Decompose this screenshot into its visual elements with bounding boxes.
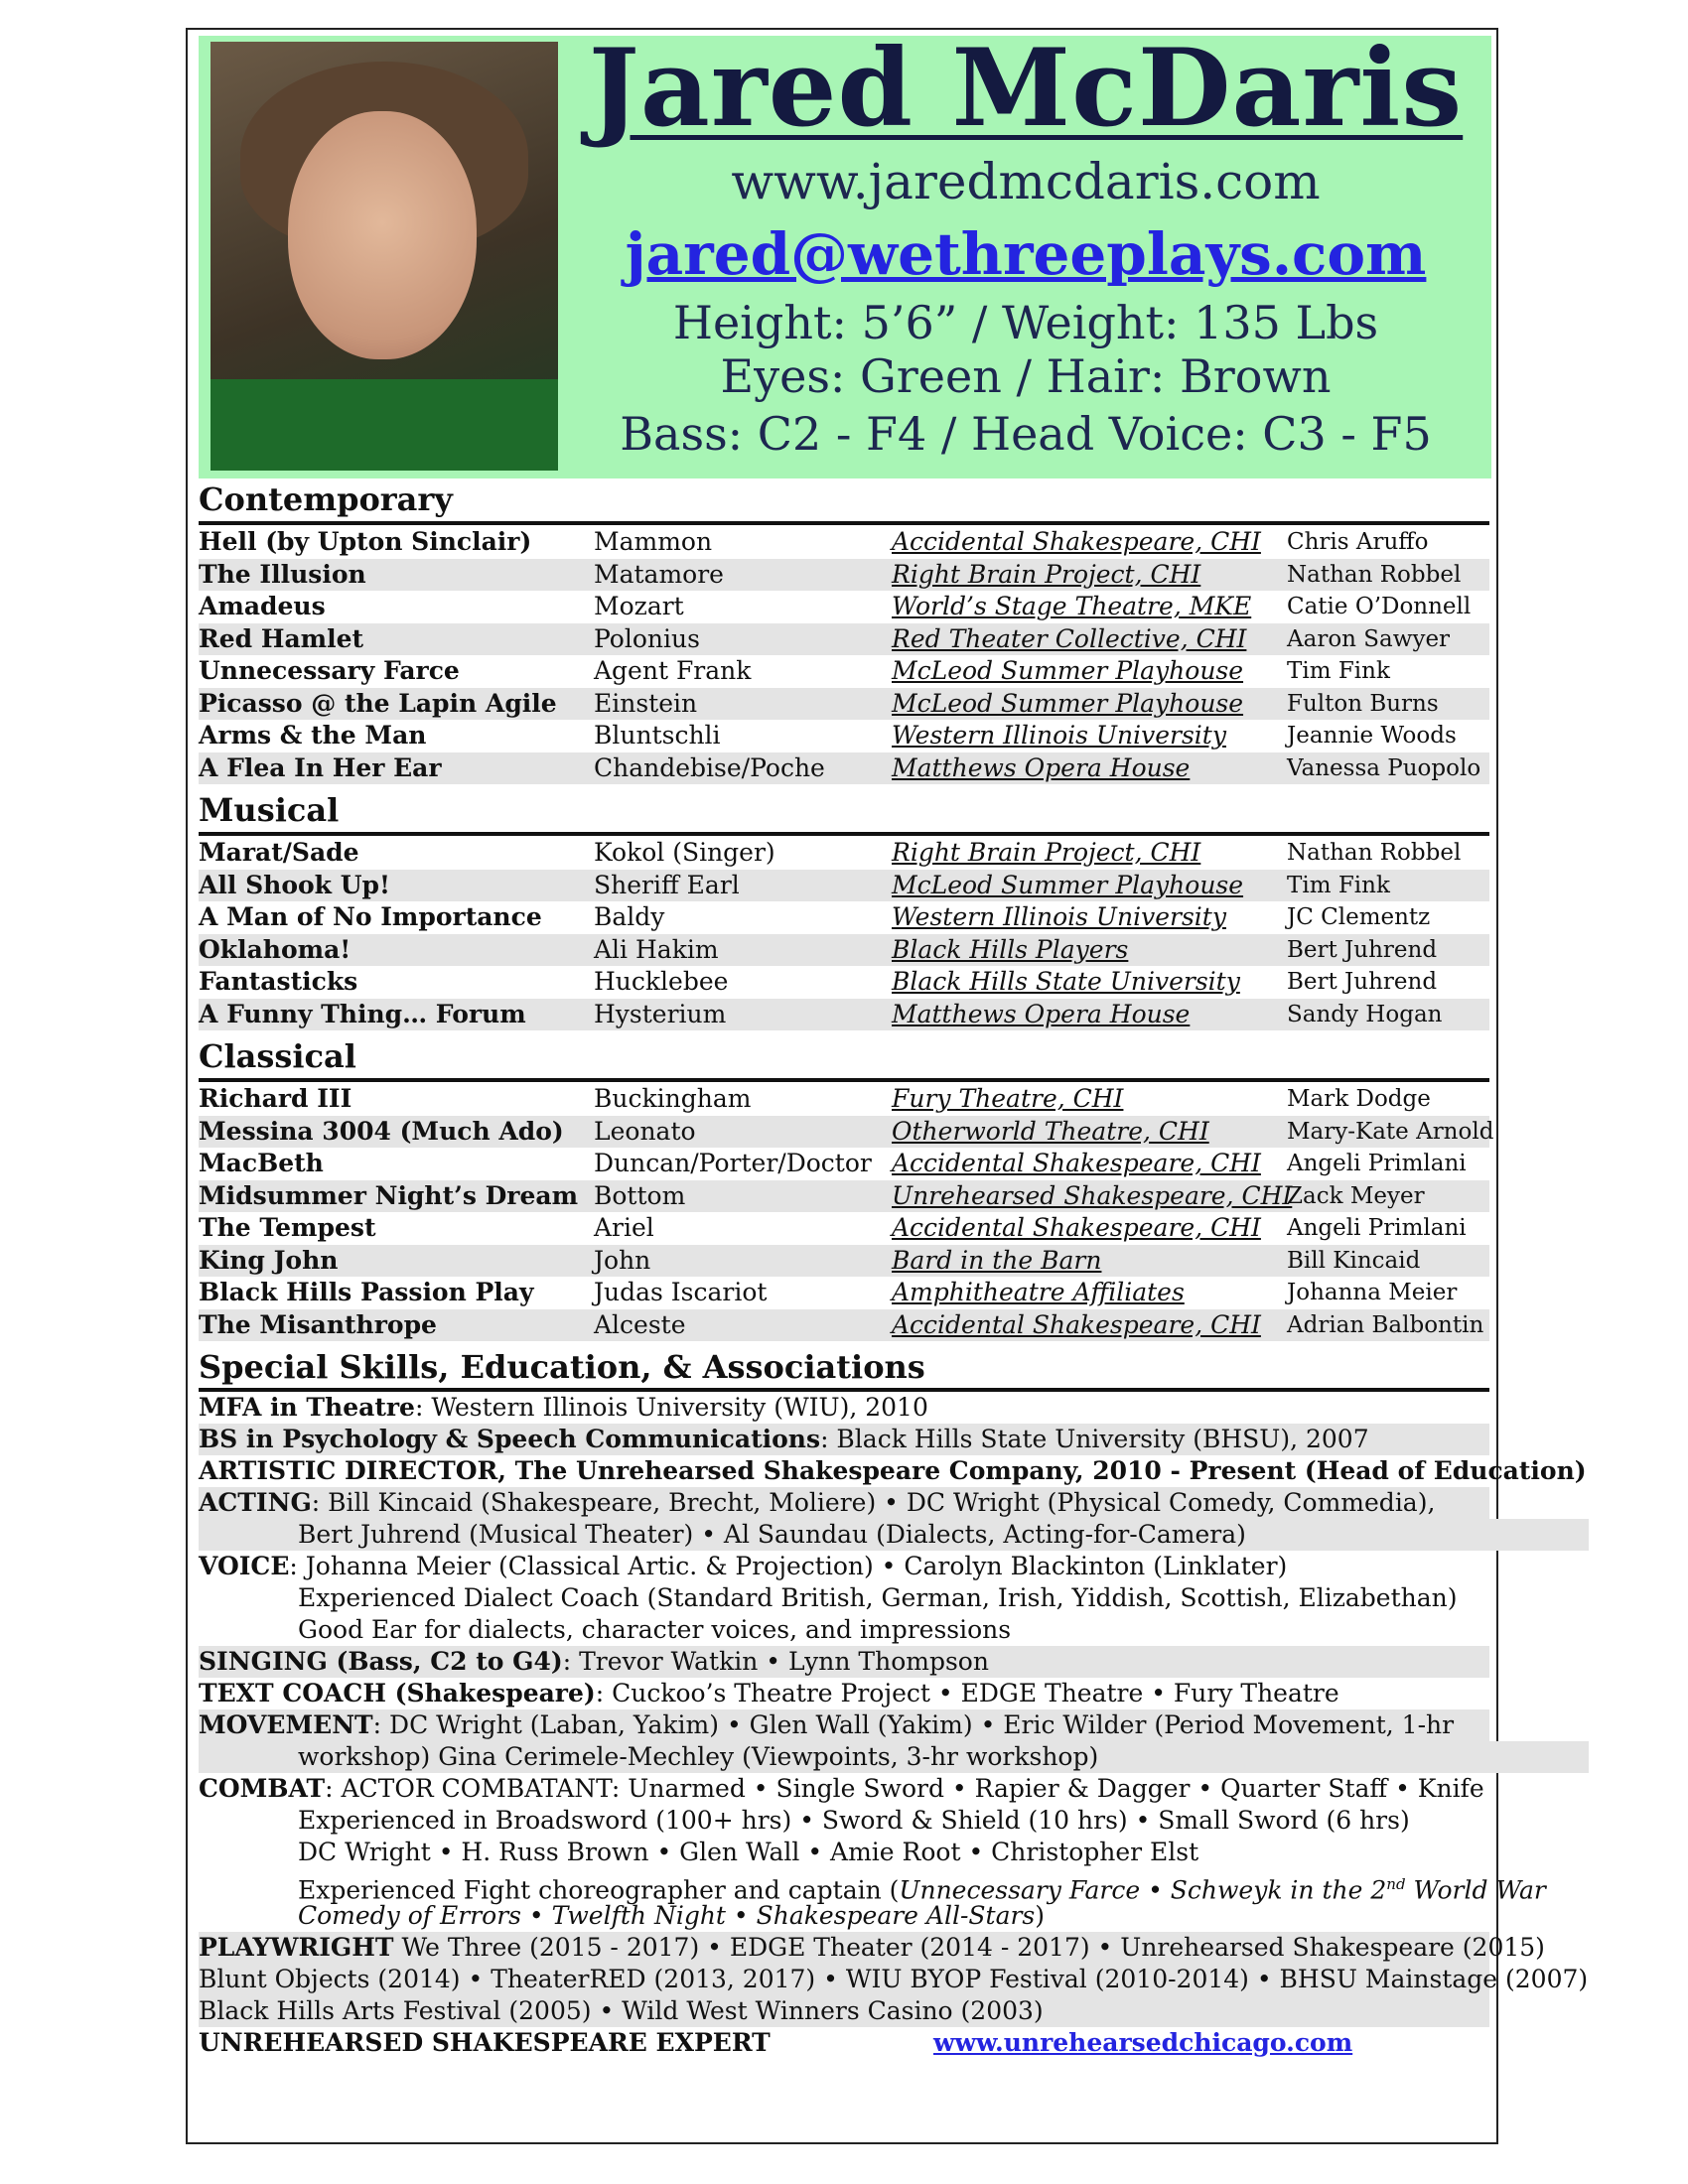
credit-row [199,966,1489,998]
skill-combat: COMBAT: ACTOR COMBATANT: Unarmed • Single Sword • Rapier & Dagger • Quarter Staff • Knife [199,1774,1484,1803]
section-musical: Musical [199,791,340,829]
credit-row [199,1212,1489,1244]
director: Angeli Primlani [1287,1215,1467,1241]
theatre[interactable]: McLeod Summer Playhouse [892,688,1244,718]
theatre[interactable]: Right Brain Project, CHI [892,559,1201,589]
credit-row [199,688,1489,720]
skill-artistic-director: ARTISTIC DIRECTOR, The Unrehearsed Shakespeare Company, 2010 - Present (Head of Education) [199,1456,1587,1485]
skill-voice-cont: Good Ear for dialects, character voices, and impressions [298,1615,1012,1644]
credit-row [199,1083,1489,1115]
unrehearsed-link[interactable]: www.unrehearsedchicago.com [933,2028,1353,2057]
role: Mammon [594,527,713,556]
show-title: Messina 3004 (Much Ado) [199,1116,564,1146]
email-link[interactable]: jared@wethreeplays.com [625,220,1427,288]
role: Ariel [594,1213,654,1242]
skill-combat-cont: DC Wright • H. Russ Brown • Glen Wall • Amie Root • Christopher Elst [298,1838,1199,1866]
role: Kokol (Singer) [594,838,775,867]
show-title: Red Hamlet [199,623,364,653]
show-title: The Tempest [199,1213,376,1242]
credit-row [199,999,1489,1030]
show-title: Hell (by Upton Sinclair) [199,527,532,556]
credit-row [199,591,1489,622]
skill-voice: VOICE: Johanna Meier (Classical Artic. & Projection) • Carolyn Blackinton (Linklater) [199,1552,1288,1580]
credit-row [199,1309,1489,1341]
director: Tim Fink [1287,872,1390,898]
show-title: Richard III [199,1084,352,1113]
show-title: Midsummer Night’s Dream [199,1180,579,1210]
role: Hysterium [594,999,727,1028]
section-rule [199,832,1489,836]
skill-expert: UNREHEARSED SHAKESPEARE EXPERT www.unrehearsedchicago.com [199,2028,1353,2057]
credit-row [199,1148,1489,1179]
director: Sandy Hogan [1287,1001,1443,1027]
director: Tim Fink [1287,658,1390,684]
show-title: Oklahoma! [199,934,352,964]
role: Judas Iscariot [594,1278,768,1306]
skill-bs: BS in Psychology & Speech Communications: Black Hills State University (BHSU), 2007 [199,1424,1489,1455]
theatre[interactable]: Matthews Opera House [892,752,1191,782]
headshot-photo [211,42,558,471]
role: Matamore [594,559,724,589]
role: Bluntschli [594,721,721,750]
director: Mark Dodge [1287,1086,1431,1112]
section-contemporary: Contemporary [199,480,453,518]
director: Adrian Balbontin [1287,1311,1484,1338]
show-title: Picasso @ the Lapin Agile [199,688,557,718]
skill-singing: SINGING (Bass, C2 to G4): Trevor Watkin • Lynn Thompson [199,1646,1489,1678]
role: Agent Frank [594,656,752,685]
role: Polonius [594,623,700,653]
director: Fulton Burns [1287,690,1439,717]
credit-row [199,720,1489,751]
role: Buckingham [594,1084,752,1113]
theatre[interactable]: McLeod Summer Playhouse [892,656,1244,685]
skill-playwright-cont: Black Hills Arts Festival (2005) • Wild West Winners Casino (2003) [199,1995,1489,2027]
credit-row [199,901,1489,933]
show-title: A Man of No Importance [199,902,542,931]
theatre[interactable]: Matthews Opera House [892,999,1191,1028]
section-skills: Special Skills, Education, & Associations [199,1348,925,1386]
show-title: Arms & the Man [199,721,427,750]
director: Nathan Robbel [1287,840,1462,866]
theatre[interactable]: Bard in the Barn [892,1245,1102,1275]
actor-name: Jared McDaris [588,26,1464,151]
role: Sheriff Earl [594,870,740,899]
role: Hucklebee [594,967,729,996]
theatre[interactable]: Amphitheatre Affiliates [892,1278,1185,1306]
credit-row [199,1180,1489,1212]
theatre[interactable]: Accidental Shakespeare, CHI [892,1213,1261,1242]
skill-movement: MOVEMENT: DC Wright (Laban, Yakim) • Glen Wall (Yakim) • Eric Wilder (Period Movement, 1-hr [199,1709,1489,1741]
height-weight: Height: 5’6” / Weight: 135 Lbs [672,296,1379,349]
credit-row [199,1116,1494,1148]
role: Mozart [594,592,684,620]
director: Catie O’Donnell [1287,594,1472,619]
credit-row [199,837,1489,869]
skill-movement-cont: workshop) Gina Cerimele-Mechley (Viewpoints, 3-hr workshop) [199,1741,1589,1773]
role: Bottom [594,1180,686,1210]
show-title: Fantasticks [199,967,358,996]
section-classical: Classical [199,1037,356,1075]
director: Bert Juhrend [1287,969,1438,995]
director: Mary-Kate Arnold [1287,1118,1494,1145]
skill-combat-cont: Experienced in Broadsword (100+ hrs) • Sword & Shield (10 hrs) • Small Sword (6 hrs) [298,1806,1410,1835]
skill-playwright-cont: Blunt Objects (2014) • TheaterRED (2013, 2017) • WIU BYOP Festival (2010-2014) • BHSU Mainstage (2007) [199,1965,1589,1993]
theatre[interactable]: McLeod Summer Playhouse [892,870,1244,899]
role: Leonato [594,1116,696,1146]
theatre[interactable]: World’s Stage Theatre, MKE [892,592,1252,620]
director: Johanna Meier [1287,1280,1458,1305]
section-rule [199,521,1489,525]
skill-combat-cont: Experienced Fight choreographer and captain (Unnecessary Farce • Schweyk in the 2nd World War [298,1875,1546,1905]
theatre[interactable]: Black Hills State University [892,967,1240,996]
theatre[interactable]: Unrehearsed Shakespeare, CHI [892,1180,1293,1210]
credit-row [199,1277,1489,1308]
role: Chandebise/Poche [594,752,825,782]
show-title: MacBeth [199,1149,324,1177]
show-title: A Flea In Her Ear [199,752,442,782]
skill-acting-cont: Bert Juhrend (Musical Theater) • Al Saundau (Dialects, Acting-for-Camera) [199,1519,1589,1551]
skill-acting: ACTING: Bill Kincaid (Shakespeare, Brecht, Moliere) • DC Wright (Physical Comedy, Commedia), [199,1487,1489,1519]
skill-playwright: PLAYWRIGHT We Three (2015 - 2017) • EDGE Theater (2014 - 2017) • Unrehearsed Shakespeare (2015) [199,1933,1545,1962]
website-link[interactable]: www.jaredmcdaris.com [731,153,1321,210]
credit-row [199,934,1489,966]
role: Baldy [594,902,665,931]
show-title: A Funny Thing… Forum [199,999,526,1028]
theatre[interactable]: Right Brain Project, CHI [892,838,1201,867]
show-title: Black Hills Passion Play [199,1278,534,1306]
director: JC Clementz [1287,904,1431,930]
theatre[interactable]: Otherworld Theatre, CHI [892,1116,1209,1146]
show-title: Amadeus [199,592,326,620]
show-title: All Shook Up! [199,870,390,899]
show-title: The Misanthrope [199,1309,437,1339]
theatre[interactable]: Western Illinois University [892,721,1226,750]
role: Ali Hakim [594,934,719,964]
show-title: King John [199,1245,339,1275]
director: Aaron Sawyer [1287,625,1451,652]
credit-row [199,752,1489,784]
director: Bill Kincaid [1287,1247,1421,1274]
show-title: Marat/Sade [199,838,359,867]
eyes-hair: Eyes: Green / Hair: Brown [720,349,1332,403]
skill-combat-cont: Comedy of Errors • Twelfth Night • Shakespeare All-Stars) [298,1901,1046,1930]
skill-text-coach: TEXT COACH (Shakespeare): Cuckoo’s Theatre Project • EDGE Theatre • Fury Theatre [199,1679,1339,1707]
role: Alceste [594,1309,686,1339]
credit-row [199,870,1489,901]
credit-row [199,623,1489,655]
credit-row [199,1245,1489,1277]
credit-row [199,559,1489,591]
credit-row [199,655,1489,687]
director: Jeannie Woods [1287,723,1457,749]
vocal-range: Bass: C2 - F4 / Head Voice: C3 - F5 [620,407,1432,461]
skill-mfa: MFA in Theatre: Western Illinois University (WIU), 2010 [199,1393,928,1422]
director: Vanessa Puopolo [1287,754,1481,781]
theatre[interactable]: Black Hills Players [892,934,1129,964]
skill-voice-cont: Experienced Dialect Coach (Standard British, German, Irish, Yiddish, Scottish, Elizabethan) [298,1583,1458,1612]
role: Duncan/Porter/Doctor [594,1149,872,1177]
show-title: Unnecessary Farce [199,656,460,685]
section-rule [199,1078,1489,1082]
theatre[interactable]: Accidental Shakespeare, CHI [892,527,1261,556]
role: Einstein [594,688,698,718]
credit-row [199,526,1489,558]
director: Zack Meyer [1287,1182,1425,1209]
theatre[interactable]: Fury Theatre, CHI [892,1084,1124,1113]
director: Angeli Primlani [1287,1151,1467,1176]
role: John [594,1245,651,1275]
show-title: The Illusion [199,559,366,589]
theatre[interactable]: Accidental Shakespeare, CHI [892,1309,1261,1339]
director: Nathan Robbel [1287,561,1462,588]
director: Bert Juhrend [1287,936,1438,963]
director: Chris Aruffo [1287,529,1429,555]
theatre[interactable]: Red Theater Collective, CHI [892,623,1247,653]
theatre[interactable]: Accidental Shakespeare, CHI [892,1149,1261,1177]
theatre[interactable]: Western Illinois University [892,902,1226,931]
